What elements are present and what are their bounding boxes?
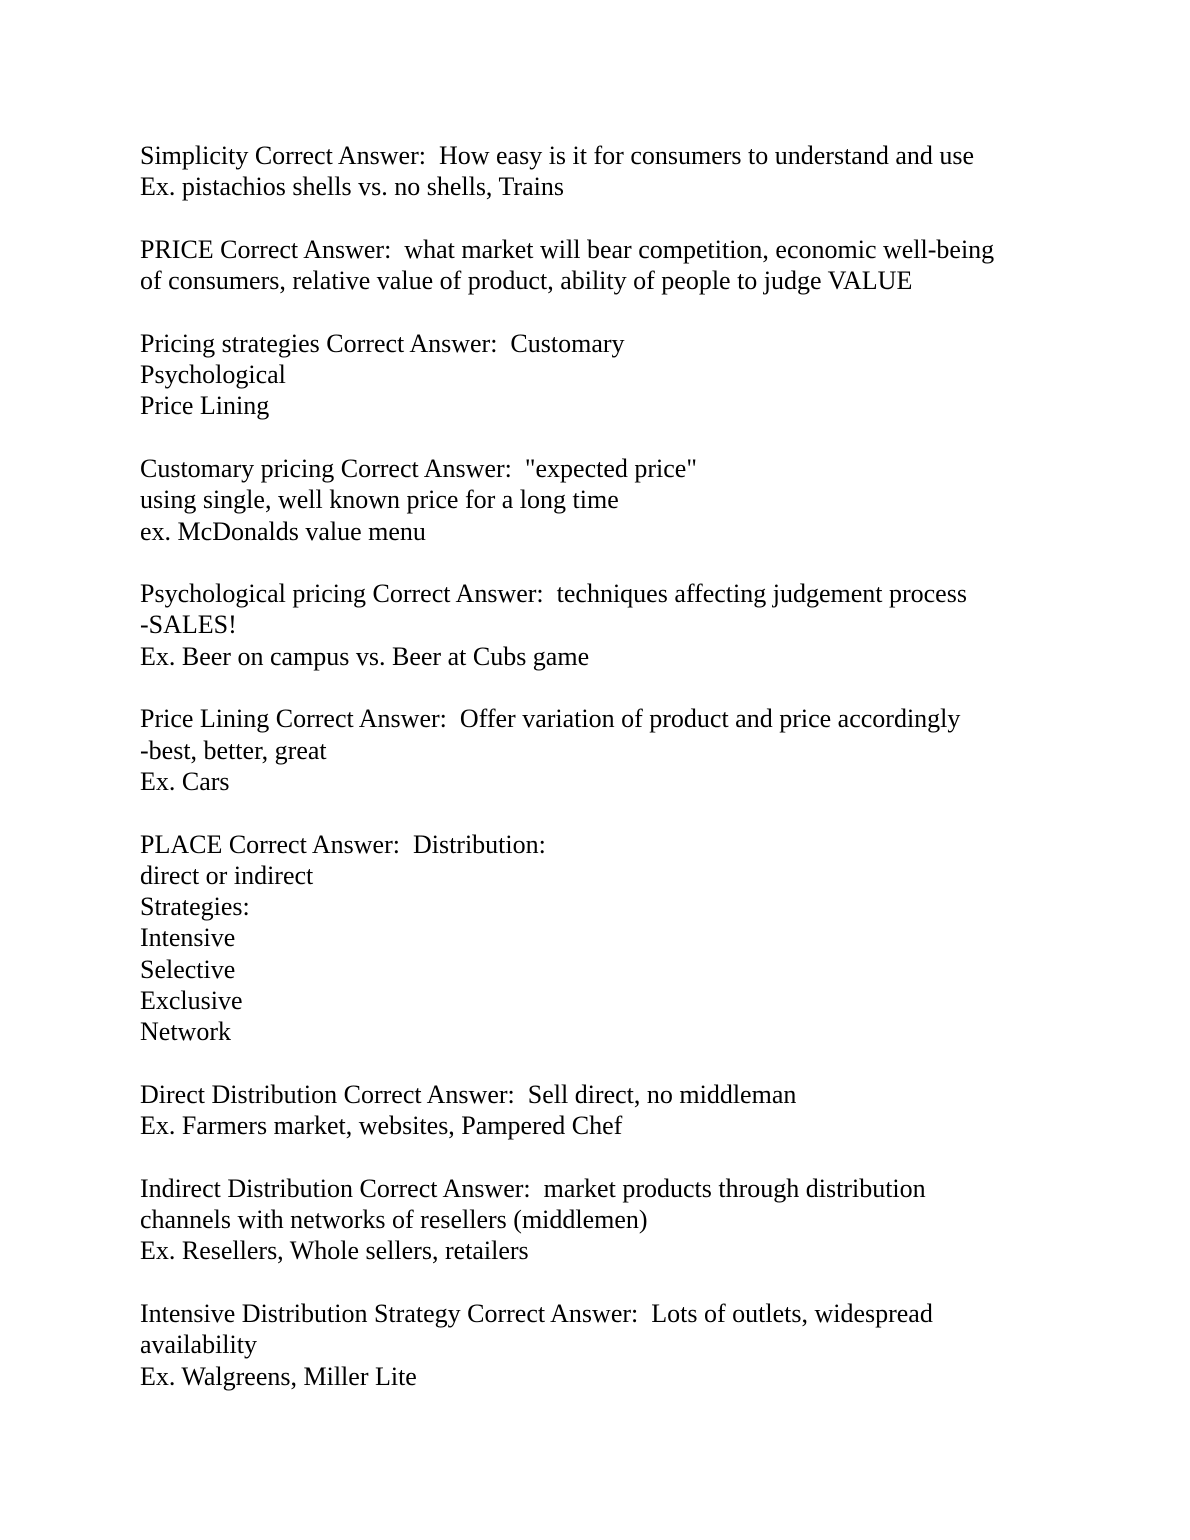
entry-line: Strategies: bbox=[140, 892, 250, 922]
entry-line: Ex. Walgreens, Miller Lite bbox=[140, 1361, 417, 1391]
entry-psychological-pricing bbox=[140, 578, 1060, 672]
entry-line: Ex. Resellers, Whole sellers, retailers bbox=[140, 1236, 529, 1266]
entry-line: Indirect Distribution Correct Answer: market products through distribution bbox=[140, 1173, 926, 1203]
entry-line: availability bbox=[140, 1330, 257, 1360]
entry-indirect-distribution bbox=[140, 1173, 1060, 1267]
entry-line: channels with networks of resellers (middlemen) bbox=[140, 1205, 648, 1235]
entry-line: Intensive bbox=[140, 923, 236, 953]
entry-price-lining bbox=[140, 703, 1060, 797]
entry-direct-distribution bbox=[140, 1079, 1060, 1142]
entry-line: Ex. Farmers market, websites, Pampered Chef bbox=[140, 1111, 623, 1141]
entry-line: Network bbox=[140, 1017, 231, 1047]
entry-line: using single, well known price for a long time bbox=[140, 485, 619, 515]
entry-line: Ex. pistachios shells vs. no shells, Trains bbox=[140, 172, 564, 202]
entry-line: PLACE Correct Answer: Distribution: bbox=[140, 829, 546, 859]
entry-line: Psychological pricing Correct Answer: techniques affecting judgement process bbox=[140, 579, 967, 609]
entry-line: Pricing strategies Correct Answer: Customary bbox=[140, 328, 625, 358]
entry-line: Customary pricing Correct Answer: "expected price" bbox=[140, 453, 697, 483]
entry-line: Ex. Beer on campus vs. Beer at Cubs game bbox=[140, 641, 590, 671]
entry-price bbox=[140, 234, 1060, 297]
entry-line: direct or indirect bbox=[140, 860, 314, 890]
entry-line: Simplicity Correct Answer: How easy is it for consumers to understand and use bbox=[140, 141, 975, 170]
entry-line: Direct Distribution Correct Answer: Sell direct, no middleman bbox=[140, 1079, 797, 1109]
entry-place bbox=[140, 829, 1060, 1048]
entry-line: Price Lining Correct Answer: Offer variation of product and price accordingly bbox=[140, 704, 961, 734]
entry-line: ex. McDonalds value menu bbox=[140, 516, 426, 546]
entry-pricing-strategies bbox=[140, 328, 1060, 422]
entry-line: Exclusive bbox=[140, 986, 243, 1016]
entry-line: Price Lining bbox=[140, 391, 270, 421]
entry-line: Ex. Cars bbox=[140, 766, 230, 796]
entry-simplicity bbox=[140, 140, 1060, 203]
entry-line: Selective bbox=[140, 954, 236, 984]
entry-line: Intensive Distribution Strategy Correct Answer: Lots of outlets, widespread bbox=[140, 1298, 933, 1328]
entry-customary-pricing bbox=[140, 453, 1060, 547]
document-body bbox=[140, 140, 1060, 1423]
entry-line: of consumers, relative value of product, ability of people to judge VALUE bbox=[140, 266, 913, 296]
entry-intensive-distribution-strategy bbox=[140, 1298, 1060, 1392]
entry-line: Psychological bbox=[140, 360, 286, 390]
entry-line: PRICE Correct Answer: what market will bear competition, economic well-being bbox=[140, 234, 995, 264]
entry-line: -SALES! bbox=[140, 610, 237, 640]
entry-line: -best, better, great bbox=[140, 735, 327, 765]
